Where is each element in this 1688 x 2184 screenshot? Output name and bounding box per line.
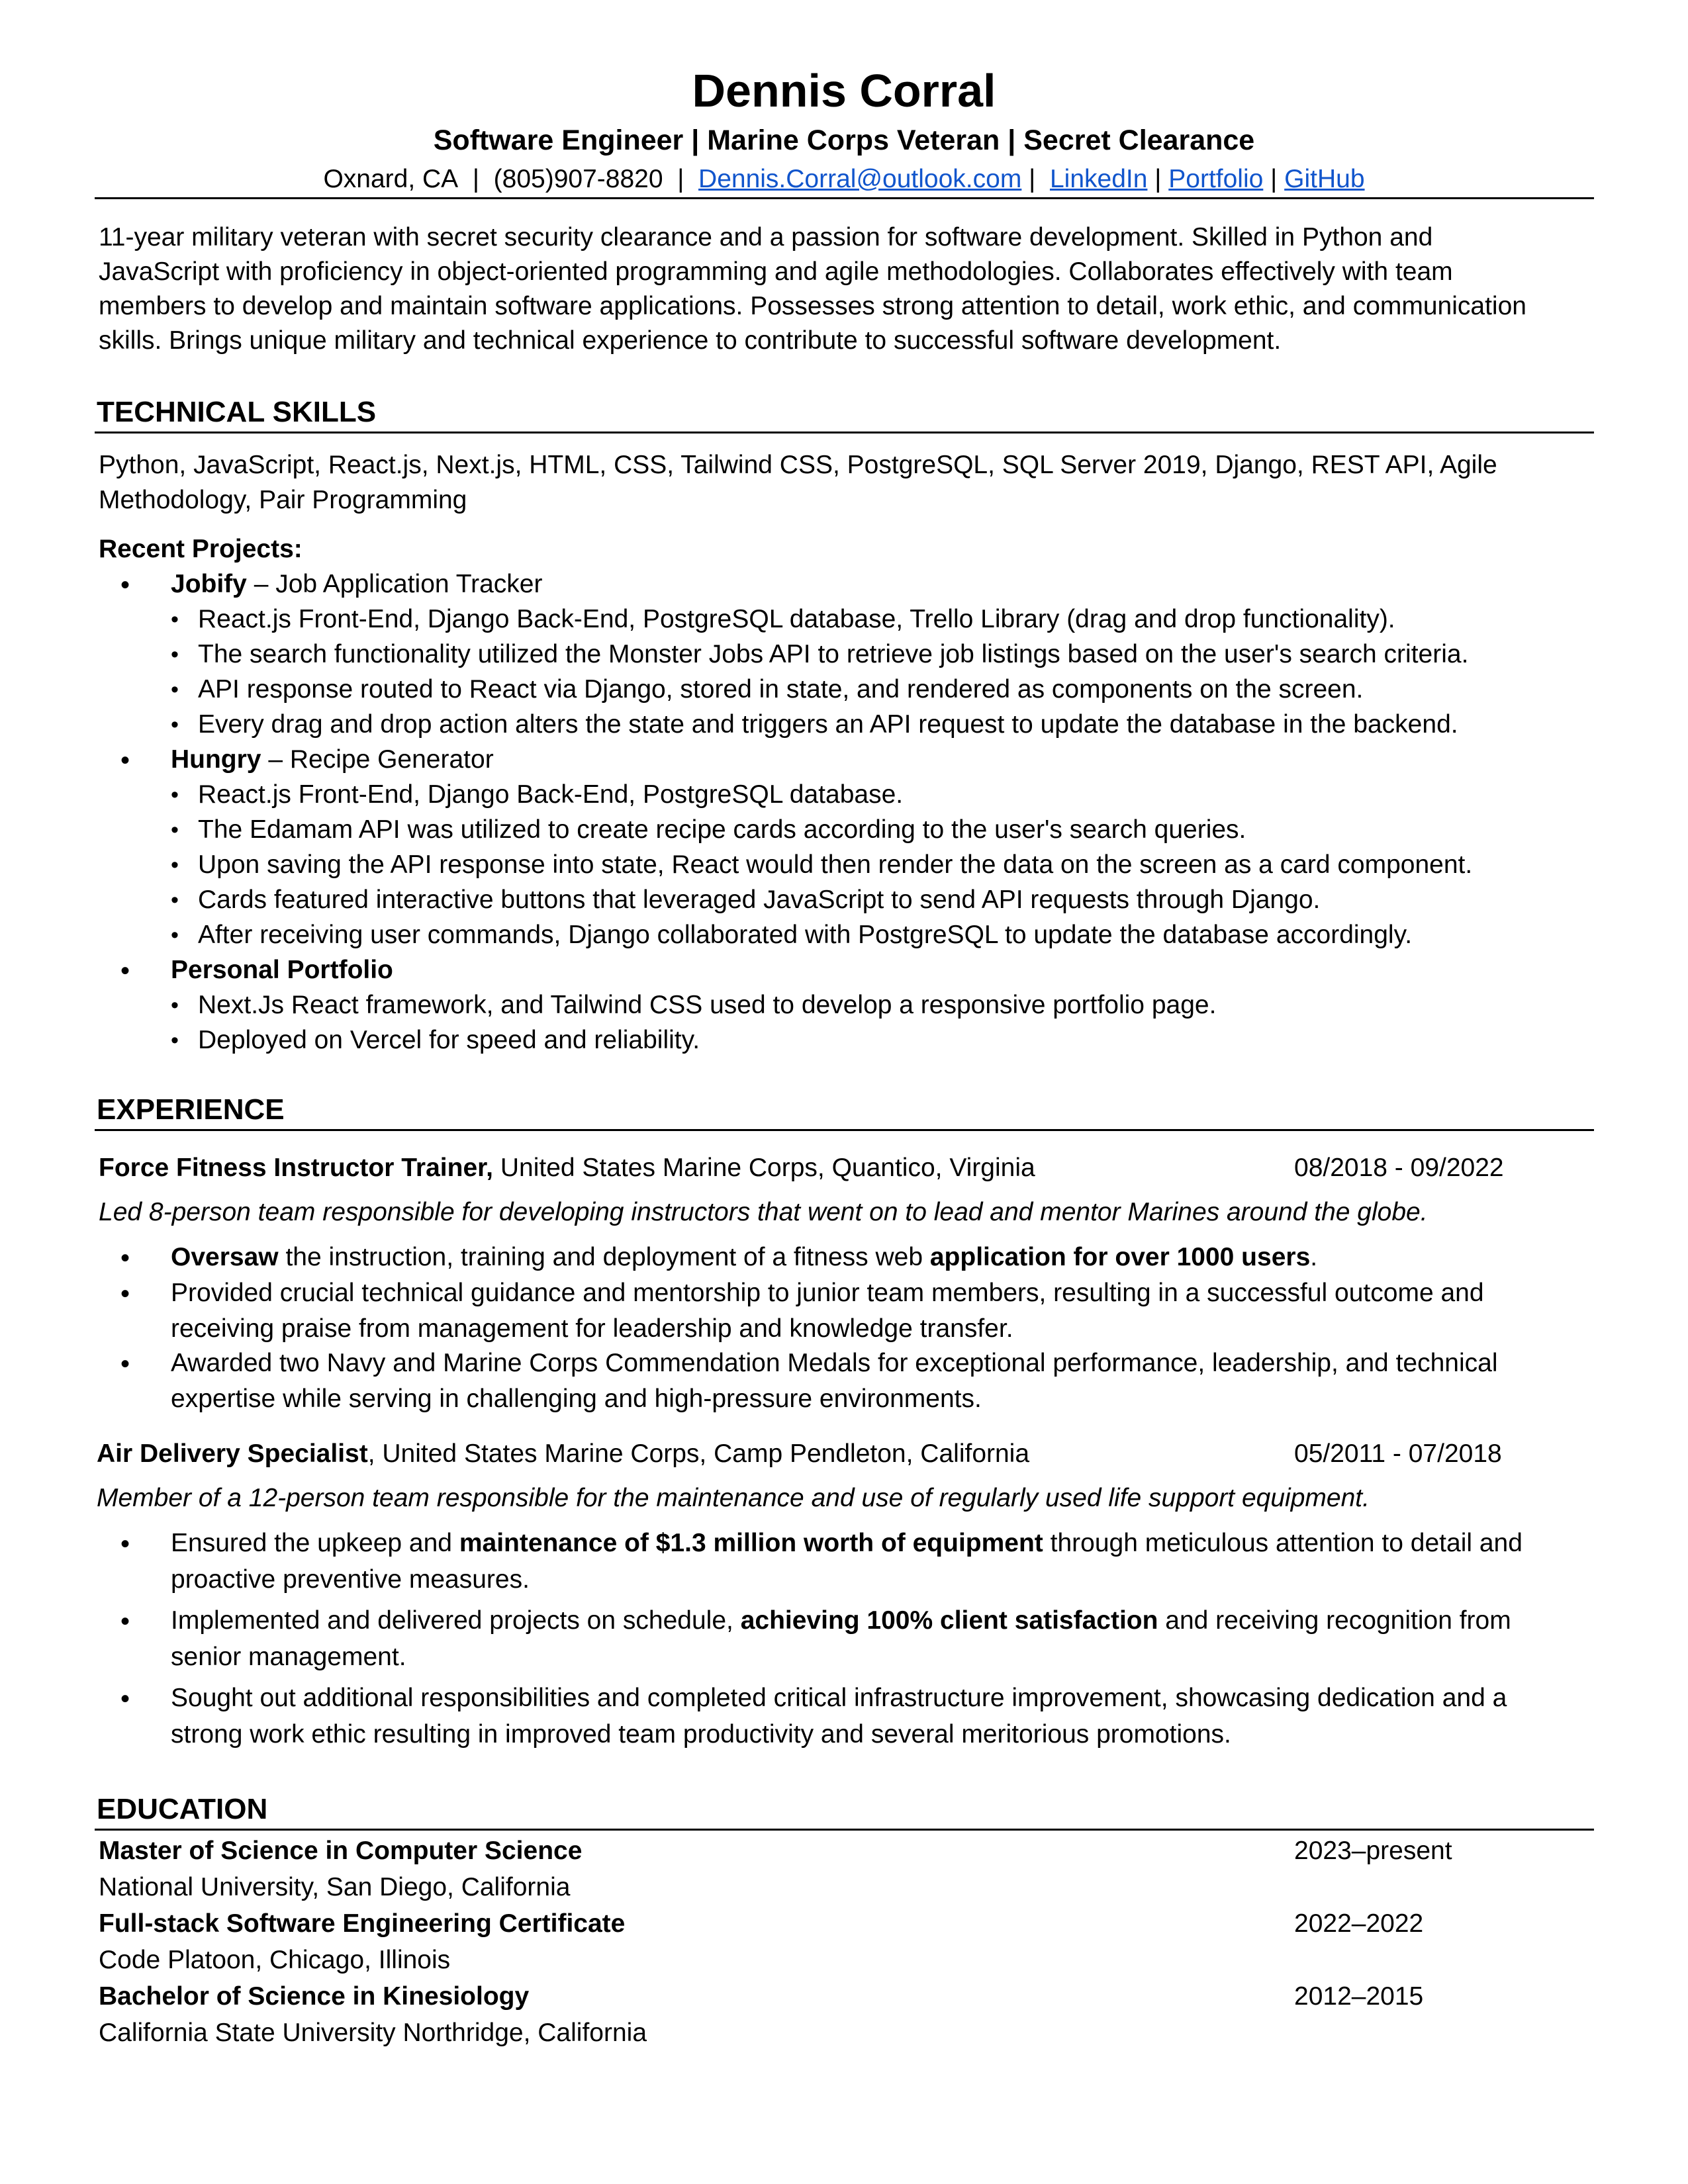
bullet-icon: •: [120, 1279, 130, 1308]
job-bullet: receiving praise from management for leadership and knowledge transfer.: [171, 1314, 1013, 1343]
email-link[interactable]: Dennis.Corral@outlook.com: [698, 165, 1022, 193]
bullet-icon: •: [120, 746, 130, 775]
skills-heading: TECHNICAL SKILLS: [97, 396, 377, 428]
job-summary: Led 8-person team responsible for developing instructors that went on to lead and mentor Marines around the globe.: [99, 1198, 1428, 1226]
summary-line: 11-year military veteran with secret security clearance and a passion for software development. Skilled in Python and: [99, 223, 1433, 251]
job-title-line: Force Fitness Instructor Trainer, United States Marine Corps, Quantico, Virginia: [99, 1154, 1035, 1182]
sub-bullet-icon: •: [171, 923, 179, 948]
degree-title: Bachelor of Science in Kinesiology: [99, 1982, 530, 2011]
github-link[interactable]: GitHub: [1284, 165, 1365, 193]
bullet-icon: •: [120, 1244, 130, 1273]
sub-bullet-icon: •: [171, 1028, 179, 1053]
sub-bullet-icon: •: [171, 887, 179, 913]
project-detail: React.js Front-End, Django Back-End, PostgreSQL database, Trello Library (drag and drop functionality).: [198, 605, 1395, 633]
bullet-icon: •: [120, 1529, 130, 1559]
bullet-icon: •: [120, 1607, 130, 1636]
school-name: California State University Northridge, California: [99, 2019, 647, 2047]
degree-dates: 2012–2015: [1294, 1982, 1424, 2011]
summary-line: members to develop and maintain software applications. Possesses strong attention to detail, work ethic, and communication: [99, 292, 1526, 320]
job-bullet: proactive preventive measures.: [171, 1565, 530, 1594]
sub-bullet-icon: •: [171, 677, 179, 702]
degree-dates: 2022–2022: [1294, 1909, 1424, 1938]
project-detail: The Edamam API was utilized to create recipe cards according to the user's search queries.: [198, 815, 1246, 844]
sub-bullet-icon: •: [171, 712, 179, 737]
job-bullet: expertise while serving in challenging and high-pressure environments.: [171, 1385, 982, 1413]
job-bullet: Awarded two Navy and Marine Corps Commendation Medals for exceptional performance, leadership, and technical: [171, 1349, 1498, 1377]
job-summary: Member of a 12-person team responsible for the maintenance and use of regularly used life support equipment.: [97, 1484, 1370, 1512]
bullet-icon: •: [120, 1684, 130, 1713]
sub-bullet-icon: •: [171, 852, 179, 878]
bullet-icon: •: [120, 956, 130, 985]
job-title-line: Air Delivery Specialist, United States Marine Corps, Camp Pendleton, California: [97, 1439, 1030, 1468]
sub-bullet-icon: •: [171, 607, 179, 632]
project-detail: Every drag and drop action alters the state and triggers an API request to update the database in the backend.: [198, 710, 1458, 739]
job-bullet: Oversaw the instruction, training and deployment of a fitness web application for over 1000 users.: [171, 1243, 1318, 1271]
sub-bullet-icon: •: [171, 817, 179, 842]
experience-heading: EXPERIENCE: [97, 1093, 285, 1126]
candidate-tagline: Software Engineer | Marine Corps Veteran | Secret Clearance: [433, 124, 1255, 156]
degree-title: Master of Science in Computer Science: [99, 1837, 583, 1865]
degree-title: Full-stack Software Engineering Certificate: [99, 1909, 626, 1938]
project-detail: The search functionality utilized the Monster Jobs API to retrieve job listings based on the user's search criteria.: [198, 640, 1469, 668]
phone: (805)907-8820: [493, 165, 663, 193]
bullet-icon: •: [120, 1349, 130, 1379]
degree-dates: 2023–present: [1294, 1837, 1452, 1865]
project-detail: React.js Front-End, Django Back-End, PostgreSQL database.: [198, 780, 904, 809]
projects-heading: Recent Projects:: [99, 535, 303, 563]
job-bullet: Ensured the upkeep and maintenance of $1.3 million worth of equipment through meticulous attention to detail and: [171, 1529, 1523, 1557]
education-divider: [95, 1829, 1594, 1831]
job-bullet: senior management.: [171, 1643, 406, 1671]
project-detail: API response routed to React via Django, stored in state, and rendered as components on the screen.: [198, 675, 1364, 704]
contact-line: Oxnard, CA | (805)907-8820 | Dennis.Corral@outlook.com | LinkedIn | Portfolio | GitHub: [323, 165, 1365, 193]
job-bullet: Implemented and delivered projects on schedule, achieving 100% client satisfaction and receiving recognition from: [171, 1606, 1511, 1635]
project-detail: Deployed on Vercel for speed and reliability.: [198, 1026, 700, 1054]
job-dates: 05/2011 - 07/2018: [1294, 1439, 1502, 1468]
header-divider: [95, 197, 1594, 199]
school-name: Code Platoon, Chicago, Illinois: [99, 1946, 451, 1974]
project-title: Hungry – Recipe Generator: [171, 745, 494, 774]
job-bullet: Provided crucial technical guidance and mentorship to junior team members, resulting in a successful outcome and: [171, 1279, 1484, 1307]
skills-line: Methodology, Pair Programming: [99, 486, 467, 514]
linkedin-link[interactable]: LinkedIn: [1049, 165, 1148, 193]
summary-line: JavaScript with proficiency in object-oriented programming and agile methodologies. Collaborates effectively with team: [99, 257, 1453, 286]
sub-bullet-icon: •: [171, 782, 179, 807]
project-detail: Cards featured interactive buttons that leveraged JavaScript to send API requests through Django.: [198, 886, 1321, 914]
project-title: Personal Portfolio: [171, 956, 393, 984]
project-detail: Next.Js React framework, and Tailwind CSS used to develop a responsive portfolio page.: [198, 991, 1217, 1019]
candidate-name: Dennis Corral: [692, 65, 996, 116]
experience-divider: [95, 1129, 1594, 1131]
school-name: National University, San Diego, California: [99, 1873, 571, 1901]
education-heading: EDUCATION: [97, 1793, 268, 1825]
job-bullet: Sought out additional responsibilities and completed critical infrastructure improvement, showcasing dedication and a: [171, 1684, 1507, 1712]
bullet-icon: •: [120, 570, 130, 600]
sub-bullet-icon: •: [171, 642, 179, 667]
skills-divider: [95, 432, 1594, 433]
sub-bullet-icon: •: [171, 993, 179, 1018]
project-detail: Upon saving the API response into state, React would then render the data on the screen as a card component.: [198, 850, 1473, 879]
job-bullet: strong work ethic resulting in improved team productivity and several meritorious promotions.: [171, 1720, 1231, 1749]
project-detail: After receiving user commands, Django collaborated with PostgreSQL to update the database accordingly.: [198, 921, 1413, 949]
job-dates: 08/2018 - 09/2022: [1294, 1154, 1504, 1182]
project-title: Jobify – Job Application Tracker: [171, 570, 543, 598]
location: Oxnard, CA: [323, 165, 459, 193]
portfolio-link[interactable]: Portfolio: [1168, 165, 1264, 193]
skills-line: Python, JavaScript, React.js, Next.js, HTML, CSS, Tailwind CSS, PostgreSQL, SQL Server 2019, Django, REST API, Agile: [99, 451, 1497, 479]
summary-line: skills. Brings unique military and technical experience to contribute to successful software development.: [99, 326, 1282, 355]
